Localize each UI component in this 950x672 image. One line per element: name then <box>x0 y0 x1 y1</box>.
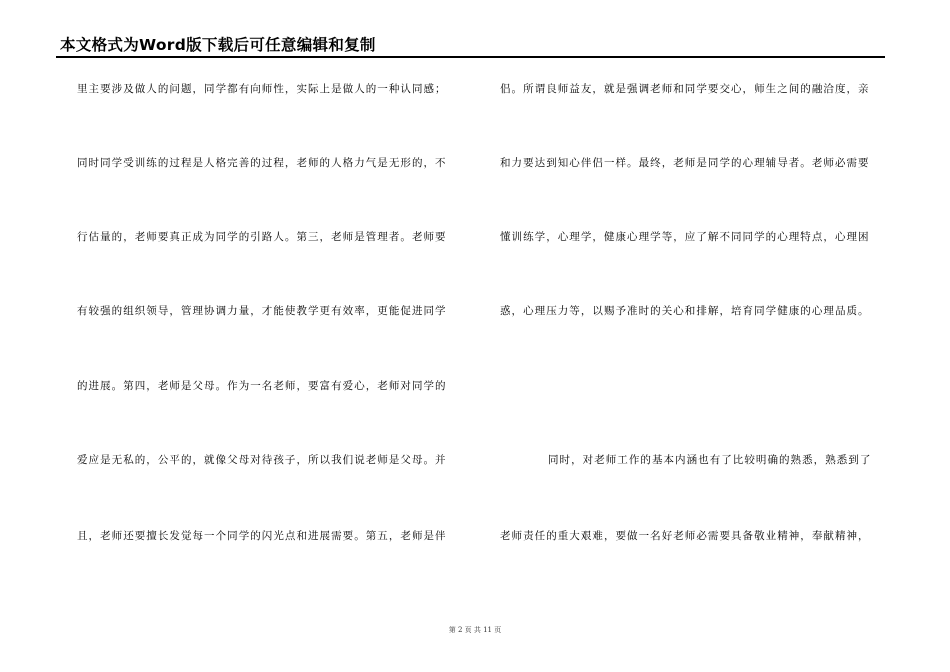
paragraph-start-line: 同时，对老师工作的基本内涵也有了比较明确的熟悉，熟悉到了 <box>548 454 872 466</box>
text-line: 老师责任的重大艰难，要做一名好老师必需要具备敬业精神，奉献精神， <box>500 530 870 542</box>
page-number: 第 2 页 共 11 页 <box>448 626 502 634</box>
header-divider <box>56 56 885 58</box>
text-line: 懂训练学，心理学，健康心理学等，应了解不同同学的心理特点，心理困 <box>500 231 870 243</box>
text-line: 惑，心理压力等，以赐予准时的关心和排解，培育同学健康的心理品质。 <box>500 305 870 317</box>
text-line: 侣。所谓良师益友，就是强调老师和同学要交心，师生之间的融洽度，亲 <box>500 83 870 95</box>
text-line: 行估量的，老师要真正成为同学的引路人。第三，老师是管理者。老师要 <box>77 231 447 243</box>
text-line: 有较强的组织领导，管理协调力量，才能使教学更有效率，更能促进同学 <box>77 305 447 317</box>
text-line: 且，老师还要擅长发觉每一个同学的闪光点和进展需要。第五，老师是伴 <box>77 530 447 542</box>
text-line: 的进展。第四，老师是父母。作为一名老师，要富有爱心，老师对同学的 <box>77 380 447 392</box>
text-line: 和力要达到知心伴侣一样。最终，老师是同学的心理辅导者。老师必需要 <box>500 157 870 169</box>
document-header-title: 本文格式为Word版下载后可任意编辑和复制 <box>60 36 376 54</box>
text-line: 里主要涉及做人的问题，同学都有向师性，实际上是做人的一种认同感； <box>77 83 447 95</box>
text-line: 爱应是无私的，公平的，就像父母对待孩子，所以我们说老师是父母。并 <box>77 454 447 466</box>
text-line: 同时同学受训练的过程是人格完善的过程，老师的人格力气是无形的，不 <box>77 157 447 169</box>
